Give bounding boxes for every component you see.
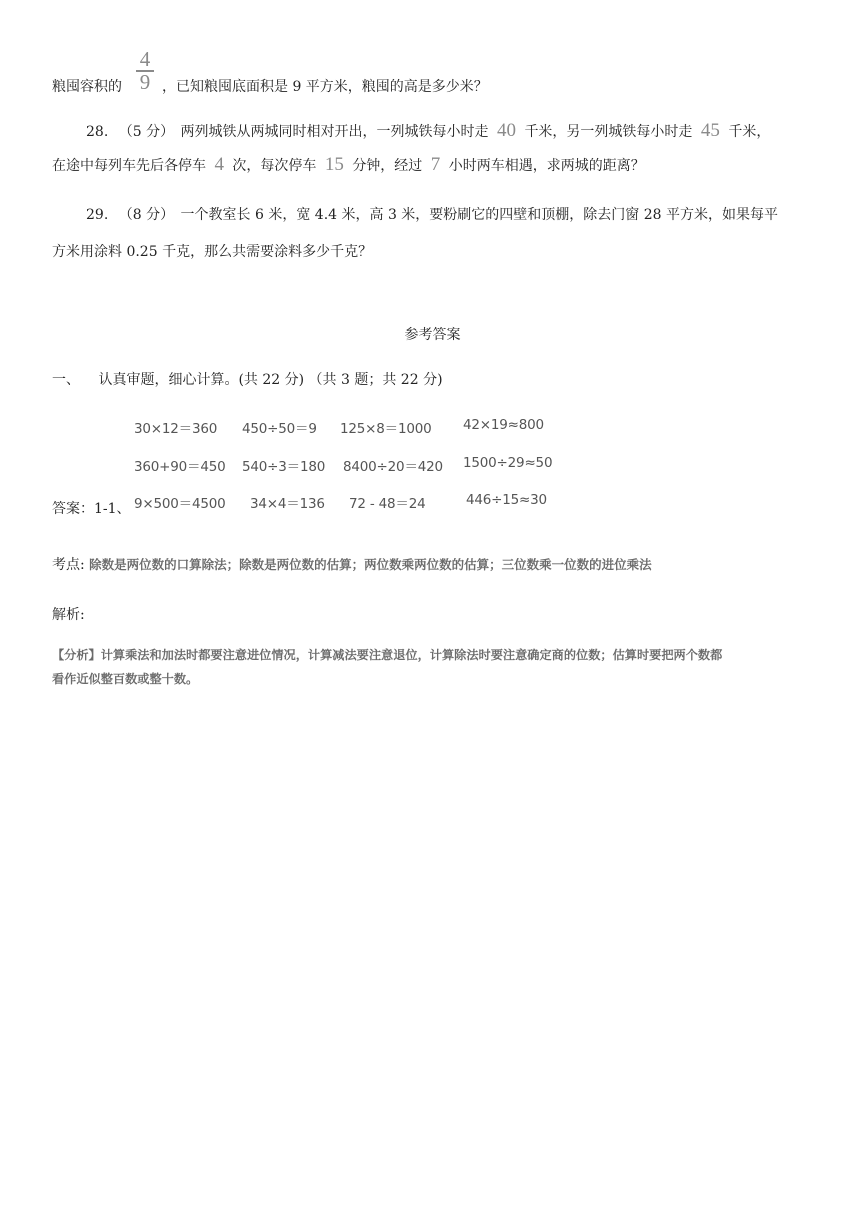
question-text: 一个教室长 6 米，宽 4.4 米，高 3 米，要粉刷它的四壁和顶棚，除去门窗 28 平方米，如果每平 bbox=[180, 207, 779, 223]
question-text: 小时两车相遇，求两城的距离？ bbox=[448, 158, 645, 174]
calc-r1-c3: 125×8＝1000 bbox=[340, 421, 432, 437]
answer-label: 答案：1-1、 bbox=[52, 501, 131, 517]
calc-r1-c1: 30×12＝360 bbox=[134, 421, 218, 437]
calc-r1-c2: 450÷50＝9 bbox=[242, 421, 317, 437]
question-text: 千米， bbox=[728, 124, 771, 140]
number-value: 7 bbox=[430, 154, 441, 175]
section-1-header bbox=[52, 369, 443, 389]
question-score: （5 分） bbox=[118, 124, 175, 140]
kaodian-row bbox=[52, 554, 652, 574]
answer-title: 参考答案 bbox=[404, 327, 461, 343]
q27-suffix: ，已知粮囤底面积是 9 平方米，粮囤的高是多少米？ bbox=[162, 79, 488, 95]
fraction-four-ninths bbox=[136, 47, 154, 94]
q27-prefix: 粮囤容积的 bbox=[52, 79, 122, 95]
question-text: 分钟，经过 bbox=[352, 158, 423, 174]
kaodian-label: 考点: bbox=[52, 557, 85, 573]
question-number: 28. bbox=[86, 124, 109, 140]
question-28-line-1 bbox=[86, 120, 770, 142]
question-28-line-2 bbox=[52, 154, 645, 176]
calc-r3-c1: 9×500＝4500 bbox=[134, 496, 226, 512]
number-value: 4 bbox=[214, 154, 224, 175]
calc-r2-c1: 360+90＝450 bbox=[134, 459, 226, 475]
jiexi-label: 解析: bbox=[52, 607, 85, 623]
analysis-line-2: 看作近似整百数或整十数。 bbox=[52, 672, 199, 686]
section-number: 一、 bbox=[52, 372, 80, 388]
question-text: 两列城铁从两城同时相对开出，一列城铁每小时走 bbox=[180, 124, 489, 140]
analysis-line-1: 【分析】计算乘法和加法时都要注意进位情况，计算减法要注意退位，计算除法时要注意确定商的位数；估算时要把两个数都 bbox=[52, 648, 723, 662]
calc-r3-c3: 72 - 48＝24 bbox=[349, 496, 426, 512]
calc-r2-c2: 540÷3＝180 bbox=[242, 459, 326, 475]
question-number: 29. bbox=[86, 207, 109, 223]
question-score: （8 分） bbox=[118, 207, 175, 223]
section-title: 认真审题，细心计算。(共 22 分) （共 3 题；共 22 分) bbox=[98, 372, 443, 388]
question-text: 千米，另一列城铁每小时走 bbox=[524, 124, 693, 140]
calc-r1-c4: 42×19≈800 bbox=[463, 417, 544, 433]
question-text: 次，每次停车 bbox=[232, 158, 317, 174]
number-value: 15 bbox=[324, 154, 344, 175]
question-text: 在途中每列车先后各停车 bbox=[52, 158, 206, 174]
calc-r2-c4: 1500÷29≈50 bbox=[463, 455, 553, 471]
question-29-line-2: 方米用涂料 0.25 千克，那么共需要涂料多少千克？ bbox=[52, 244, 373, 260]
fraction-numerator: 4 bbox=[139, 47, 151, 71]
calc-r3-c2: 34×4＝136 bbox=[250, 496, 325, 512]
kaodian-text: 除数是两位数的口算除法；除数是两位数的估算；两位数乘两位数的估算；三位数乘一位数的进位乘法 bbox=[89, 557, 652, 572]
calc-r3-c4: 446÷15≈30 bbox=[466, 492, 547, 508]
number-value: 45 bbox=[700, 120, 720, 141]
fraction-denominator: 9 bbox=[139, 70, 151, 94]
calc-r2-c3: 8400÷20＝420 bbox=[343, 459, 443, 475]
number-value: 40 bbox=[496, 120, 516, 141]
question-29-line-1 bbox=[86, 204, 778, 224]
